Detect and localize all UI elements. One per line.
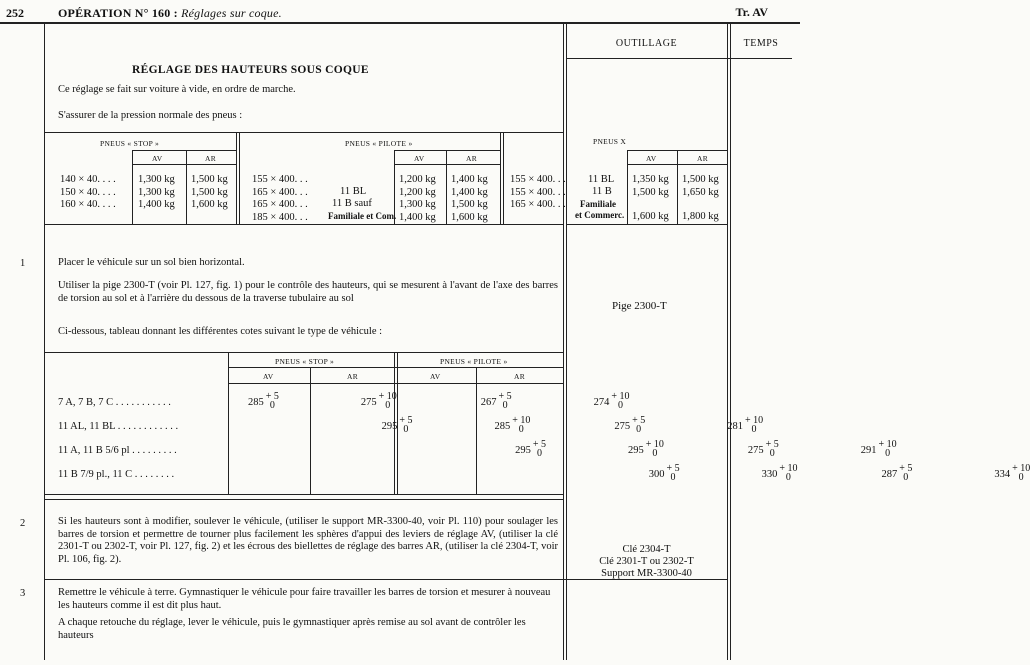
pressure-x-col-a xyxy=(627,150,628,224)
pressure-divider-1 xyxy=(236,132,237,224)
time-column-header: TEMPS xyxy=(743,38,779,49)
pressure-value: 1,600 kg xyxy=(191,199,228,210)
tolerance-upper: + 5 xyxy=(765,439,779,451)
tools-step-2 xyxy=(566,544,727,580)
step-2-text: Si les hauteurs sont à modifier, soulever le véhicule, (utiliser le support MR-3300-40, voir Pl. 110) pour soulager les barres de torsion et permettre de tourner plus facilement les sphères d'appui des leviers de réglage AV, (utiliser la clé 2301-T ou 2302-T, voir Pl. 127, fig. 2) et les écrous des biellettes de réglage des barres AR, (utiliser la clé 2304-T, voir Pl. 106, fig. 2). xyxy=(58,516,558,565)
pressure-pilote-size: 165 × 400. . . xyxy=(252,199,308,210)
pressure-value: 1,500 kg xyxy=(682,174,719,185)
tolerance-lower: 0 xyxy=(518,424,524,436)
pressure-value: 1,500 kg xyxy=(451,199,488,210)
tolerance-lower: 0 xyxy=(652,448,658,460)
pressure-x-col-b xyxy=(677,150,678,224)
step-number: 1 xyxy=(20,258,26,269)
pressure-value: 1,400 kg xyxy=(399,211,436,223)
heights-divider-pilote xyxy=(476,367,477,494)
height-base: 267 xyxy=(480,397,497,409)
pressure-x-model-2: 11 B xyxy=(592,186,612,197)
heights-pilote-av: AV xyxy=(430,372,441,381)
height-tolerance xyxy=(1012,464,1030,482)
pressure-divider-2 xyxy=(500,132,501,224)
pressure-x-ar-values xyxy=(682,174,719,224)
step-1-text: Placer le véhicule sur un sol bien horizontal. xyxy=(58,257,245,268)
height-tolerance xyxy=(266,392,279,410)
pressure-pilote-label: PNEUS « PILOTE » xyxy=(345,139,413,148)
height-tolerance xyxy=(379,392,397,410)
step-number: 2 xyxy=(20,518,26,529)
height-base: 334 xyxy=(994,469,1011,481)
pressure-pilote-sizes xyxy=(252,174,308,224)
height-tolerance xyxy=(745,416,763,434)
pressure-x-bottom xyxy=(566,224,727,225)
tolerance-upper: + 10 xyxy=(512,415,531,427)
heights-row-model: 11 AL, 11 BL . . . . . . . . . . . . xyxy=(58,421,179,432)
pressure-pilote-ar: AR xyxy=(466,154,478,163)
pressure-value: 1,500 kg xyxy=(191,174,228,185)
pressure-stop-col-b xyxy=(186,150,187,224)
pressure-value: 1,200 kg xyxy=(399,174,436,185)
tolerance-upper: + 5 xyxy=(666,463,680,475)
height-tolerance xyxy=(879,440,897,458)
tolerance-lower: 0 xyxy=(536,448,542,460)
pressure-x-label: PNEUS X xyxy=(593,137,627,146)
height-base: 300 xyxy=(648,469,665,481)
height-value xyxy=(494,416,530,434)
tolerance-lower: 0 xyxy=(751,424,757,436)
heights-pilote-label: PNEUS « PILOTE » xyxy=(440,357,508,366)
pressure-x-model-4: et Commerc. xyxy=(575,210,625,220)
time-column-divider-inner xyxy=(730,24,731,660)
height-base: 285 xyxy=(494,421,511,433)
pressure-pilote-sub-rule xyxy=(394,164,500,165)
height-base: 275 xyxy=(614,421,631,433)
tolerance-lower: 0 xyxy=(502,400,508,412)
height-value xyxy=(515,440,546,458)
tolerance-upper: + 5 xyxy=(265,391,279,403)
height-value xyxy=(361,392,397,410)
heights-stop-ar: AR xyxy=(347,372,359,381)
height-base: 291 xyxy=(860,445,877,457)
tolerance-lower: 0 xyxy=(670,472,676,484)
height-value xyxy=(594,392,630,410)
pressure-x-ar: AR xyxy=(697,154,709,163)
pressure-divider-1b xyxy=(239,132,240,224)
heights-table-bottom-b xyxy=(44,499,563,500)
tolerance-lower: 0 xyxy=(1018,472,1024,484)
step-column-divider xyxy=(44,24,45,660)
pressure-pilote-model-3: Familiale et Com. xyxy=(328,211,397,221)
tolerance-upper: + 10 xyxy=(878,439,897,451)
pressure-value: 1,300 kg xyxy=(399,199,436,210)
pressure-value: 1,800 kg xyxy=(682,211,719,222)
height-tolerance xyxy=(512,416,530,434)
pressure-x-size: 165 × 400. . . xyxy=(510,199,566,210)
tool-key-2304: Clé 2304-T xyxy=(622,544,671,555)
column-header-rule xyxy=(566,58,792,59)
height-base: 295 xyxy=(381,421,398,433)
time-column-divider xyxy=(727,24,728,660)
intro-line-2: S'assurer de la pression normale des pneus : xyxy=(58,110,243,121)
pressure-pilote-model-1: 11 BL xyxy=(340,186,367,197)
tolerance-lower: 0 xyxy=(885,448,891,460)
pressure-stop-sizes xyxy=(60,174,116,212)
height-value xyxy=(382,416,413,434)
header-rule xyxy=(0,22,800,24)
heights-divider-stop xyxy=(310,367,311,494)
height-value xyxy=(861,440,897,458)
height-base: 275 xyxy=(360,397,377,409)
tolerance-upper: + 5 xyxy=(498,391,512,403)
pressure-pilote-size: 155 × 400. . . xyxy=(252,174,308,185)
pressure-x-model-1: 11 BL xyxy=(588,174,615,185)
height-value xyxy=(881,464,912,482)
height-value xyxy=(614,416,645,434)
pressure-pilote-col-b xyxy=(446,150,447,224)
step-2-rule xyxy=(44,579,727,580)
pressure-value: 1,600 kg xyxy=(632,211,669,222)
tool-gauge: Pige 2300-T xyxy=(612,300,667,312)
tolerance-lower: 0 xyxy=(769,448,775,460)
heights-stop-av: AV xyxy=(263,372,274,381)
heights-table-bottom xyxy=(44,494,563,495)
pressure-value: 1,300 kg xyxy=(138,186,175,198)
pressure-stop-ar-values xyxy=(191,174,228,212)
pressure-value: 1,650 kg xyxy=(682,186,719,198)
tool-key-2301: Clé 2301-T ou 2302-T xyxy=(599,556,694,567)
height-value xyxy=(994,464,1030,482)
step-number: 3 xyxy=(20,588,26,599)
pressure-x-right xyxy=(727,132,728,224)
pressure-stop-size: 150 × 40. . . . xyxy=(60,186,116,198)
pressure-x-av: AV xyxy=(646,154,657,163)
pressure-stop-size: 140 × 40. . . . xyxy=(60,174,116,185)
pressure-value: 1,350 kg xyxy=(632,174,669,185)
pressure-x-size: 155 × 400. . . xyxy=(510,174,566,185)
pressure-value: 1,600 kg xyxy=(451,211,488,223)
intro-line-1: Ce réglage se fait sur voiture à vide, en ordre de marche. xyxy=(58,84,296,95)
pressure-x-sub-rule xyxy=(627,164,727,165)
pressure-pilote-ar-values xyxy=(451,174,488,224)
height-base: 281 xyxy=(727,421,743,433)
pressure-pilote-size: 185 × 400. . . xyxy=(252,211,308,223)
height-value xyxy=(248,392,279,410)
heights-row-model: 7 A, 7 B, 7 C . . . . . . . . . . . xyxy=(58,397,171,408)
operation-subtitle: Réglages sur coque. xyxy=(181,6,282,20)
pressure-pilote-av: AV xyxy=(414,154,425,163)
heights-divider-model xyxy=(228,352,229,494)
height-base: 330 xyxy=(761,469,778,481)
final-text: A chaque retouche du réglage, lever le véhicule, puis le gymnastiquer après remise au sol avant de contrôler les hauteurs xyxy=(58,617,526,641)
table-intro: Ci-dessous, tableau donnant les différentes cotes suivant le type de véhicule : xyxy=(58,326,383,337)
tolerance-lower: 0 xyxy=(903,472,909,484)
tolerance-lower: 0 xyxy=(785,472,791,484)
height-base: 285 xyxy=(248,397,264,409)
height-tolerance xyxy=(766,440,779,458)
height-value xyxy=(762,464,798,482)
tolerance-upper: + 10 xyxy=(611,391,630,403)
tolerance-upper: + 5 xyxy=(532,439,547,451)
tools-column-header: OUTILLAGE xyxy=(615,38,678,49)
pressure-value: 1,500 kg xyxy=(191,186,228,198)
height-value xyxy=(727,416,763,434)
tool-support: Support MR-3300-40 xyxy=(601,568,692,579)
pressure-value: 1,300 kg xyxy=(138,174,175,185)
height-tolerance xyxy=(533,440,546,458)
heights-stop-label: PNEUS « STOP » xyxy=(275,357,335,366)
tolerance-upper: + 10 xyxy=(744,415,764,427)
gauge-text: Utiliser la pige 2300-T (voir Pl. 127, fig. 1) pour le contrôle des hauteurs, qui se mesurent à l'avant de l'axe des barres de torsion au sol et à l'arrière du dessous de la traverse tubulaire au sol xyxy=(58,280,558,304)
pressure-pilote-av-values xyxy=(399,174,436,224)
pressure-stop-label: PNEUS « STOP » xyxy=(100,139,160,148)
tolerance-upper: + 10 xyxy=(1012,463,1030,475)
tolerance-upper: + 5 xyxy=(632,415,646,427)
pressure-x-sizes xyxy=(510,174,566,212)
pressure-x-model-3: Familiale xyxy=(580,199,616,209)
heights-row-model: 11 A, 11 B 5/6 pl . . . . . . . . . xyxy=(58,445,177,456)
pressure-divider-2b xyxy=(503,132,504,224)
height-tolerance xyxy=(899,464,912,482)
pressure-pilote-size: 165 × 400. . . xyxy=(252,186,308,198)
height-tolerance xyxy=(646,440,664,458)
tolerance-upper: + 10 xyxy=(645,439,664,451)
height-value xyxy=(628,440,664,458)
pressure-stop-ar: AR xyxy=(205,154,217,163)
height-base: 275 xyxy=(747,445,764,457)
heights-row-model: 11 B 7/9 pl., 11 C . . . . . . . . xyxy=(58,469,175,480)
pressure-x-size: 155 × 400. . . xyxy=(510,186,566,198)
height-base: 295 xyxy=(628,445,644,457)
tolerance-upper: + 5 xyxy=(899,463,913,475)
pressure-stop-col-a xyxy=(132,150,133,224)
step-3-text: Remettre le véhicule à terre. Gymnastiquer le véhicule pour faire travailler les barres de torsion et mesurer à nouveau les hauteurs comme il est dit plus haut. xyxy=(58,587,551,611)
heights-sub-rule xyxy=(228,367,563,368)
pressure-stop-sub-rule xyxy=(132,164,236,165)
height-base: 287 xyxy=(881,469,898,481)
tolerance-lower: 0 xyxy=(636,424,642,436)
tolerance-lower: 0 xyxy=(269,400,275,412)
height-value xyxy=(748,440,779,458)
tolerance-upper: + 10 xyxy=(779,463,798,475)
pressure-stop-rule xyxy=(132,150,236,151)
pressure-stop-av-values xyxy=(138,174,175,212)
page-number: 252 xyxy=(6,6,24,20)
tolerance-upper: + 5 xyxy=(399,415,413,427)
operation-title xyxy=(58,6,282,21)
pressure-pilote-model-2: 11 B sauf xyxy=(332,198,372,209)
tolerance-lower: 0 xyxy=(385,400,391,412)
heights-table-top xyxy=(44,352,563,353)
height-base: 295 xyxy=(515,445,531,457)
section-label: Tr. AV xyxy=(735,5,768,19)
height-tolerance xyxy=(779,464,797,482)
pressure-value: 1,200 kg xyxy=(399,186,436,198)
tolerance-lower: 0 xyxy=(403,424,409,436)
tolerance-upper: + 10 xyxy=(378,391,397,403)
pressure-stop-av: AV xyxy=(152,154,163,163)
height-value xyxy=(481,392,512,410)
pressure-pilote-rule xyxy=(394,150,500,151)
tools-column-divider xyxy=(563,24,564,660)
height-tolerance xyxy=(666,464,679,482)
height-tolerance xyxy=(611,392,629,410)
pressure-value: 1,400 kg xyxy=(138,199,175,210)
heights-sub-rule-2 xyxy=(228,383,563,384)
pressure-stop-size: 160 × 40. . . . xyxy=(60,199,116,210)
height-base: 274 xyxy=(593,397,610,409)
pressure-value: 1,400 kg xyxy=(451,174,488,185)
pressure-value: 1,400 kg xyxy=(451,186,488,198)
heights-pilote-ar: AR xyxy=(514,372,526,381)
pressure-table-top xyxy=(44,132,563,133)
height-tolerance xyxy=(499,392,512,410)
operation-number: OPÉRATION N° 160 : xyxy=(58,6,178,20)
tolerance-lower: 0 xyxy=(617,400,623,412)
height-tolerance xyxy=(632,416,645,434)
pressure-value: 1,500 kg xyxy=(632,186,669,198)
pressure-table-bottom xyxy=(44,224,563,225)
height-value xyxy=(649,464,680,482)
pressure-x-av-values xyxy=(632,174,669,224)
section-heading: RÉGLAGE DES HAUTEURS SOUS COQUE xyxy=(132,64,369,76)
height-tolerance xyxy=(399,416,412,434)
